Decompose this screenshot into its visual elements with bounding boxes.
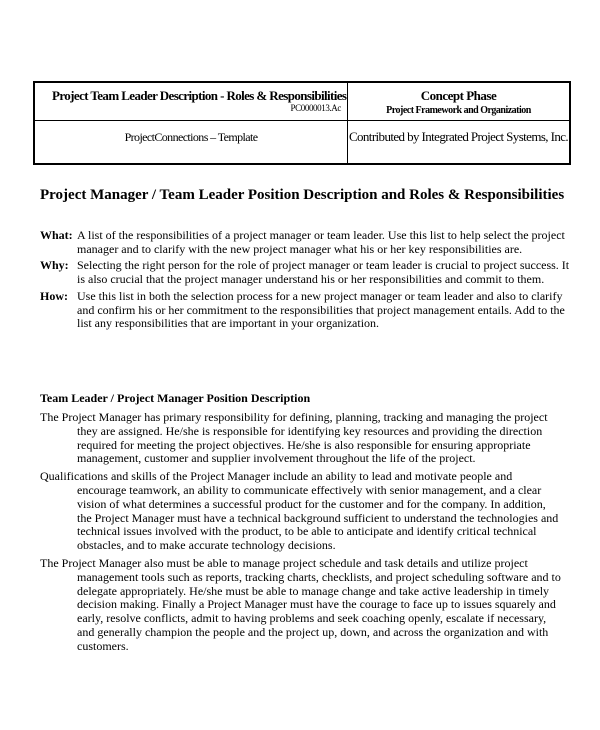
definition-term: How: — [40, 288, 68, 303]
header-contributor: Contributed by Integrated Project Systems, Inc. — [348, 129, 569, 144]
definition-why — [40, 259, 570, 286]
header-template: ProjectConnections – Template — [124, 129, 258, 144]
header-table — [33, 81, 571, 165]
section-body — [40, 411, 562, 658]
header-contributor-cell — [348, 121, 569, 163]
header-doc-title-cell — [35, 83, 348, 121]
definition-term: What: — [40, 228, 73, 242]
definition-term: Why: — [40, 258, 69, 273]
header-doc-title: Project Team Leader Description - Roles & Responsibilities — [52, 88, 347, 103]
page-title: Project Manager / Team Leader Position Description and Roles & Responsibilities — [40, 187, 565, 203]
definition-what — [40, 229, 570, 256]
paragraph: Qualifications and skills of the Project Manager include an ability to lead and motivate people and encourage teamwork, an ability to communicate effectively with senior management, and a clear vision of what determines a successful product for the customer and for the company. In addition, the Project Manager must have a technical background sufficient to understand the technologies and technical issues involved with the product, to be able to anticipate and identify critical technical obstacles, and to make accurate technology decisions. — [40, 469, 559, 553]
paragraph: The Project Manager has primary responsibility for defining, planning, tracking and managing the project they are assigned. He/she is responsible for identifying key resources and providing the direction required for meeting the project objectives. He/she is also responsible for ensuring appropriate management, customer and supplier involvement throughout the life of the project. — [40, 410, 548, 466]
definitions-list — [40, 229, 570, 334]
header-phase-sub: Project Framework and Organization — [386, 105, 531, 116]
header-template-cell — [35, 121, 348, 163]
definition-how — [40, 290, 570, 331]
definition-text: Use this list in both the selection process for a new project manager or team leader and also to clarify and confirm his or her commitment to the responsibilities that project management entails. Add to the list any responsibilities that are important in your organization. — [77, 288, 565, 331]
header-phase-cell — [348, 83, 569, 121]
definition-text: Selecting the right person for the role of project manager or team leader is crucial to project success. It is also crucial that the project manager understand his or her responsibilities and commit to them. — [77, 258, 570, 287]
paragraph: The Project Manager also must be able to manage project schedule and task details and utilize project management tools such as reports, tracking charts, checklists, and project scheduling software and to delegate appropriately. He/she must be able to manage change and take active leadership in timely decision making. Finally a Project Manager must have the courage to face up to issues squarely and early, resolve conflicts, admit to having problems and seek coaching openly, escalate if necessary, and generally champion the people and the project up, down, and across the organization and with customers. — [40, 555, 561, 653]
section-title: Team Leader / Project Manager Position Description — [40, 391, 311, 405]
definition-text: A list of the responsibilities of a project manager or team leader. Use this list to help select the project manager and to clarify with the new project manager what his or her key responsibilities are. — [77, 228, 565, 256]
header-doc-code: PC0000013.Ac — [290, 103, 341, 113]
header-phase: Concept Phase — [420, 88, 497, 103]
